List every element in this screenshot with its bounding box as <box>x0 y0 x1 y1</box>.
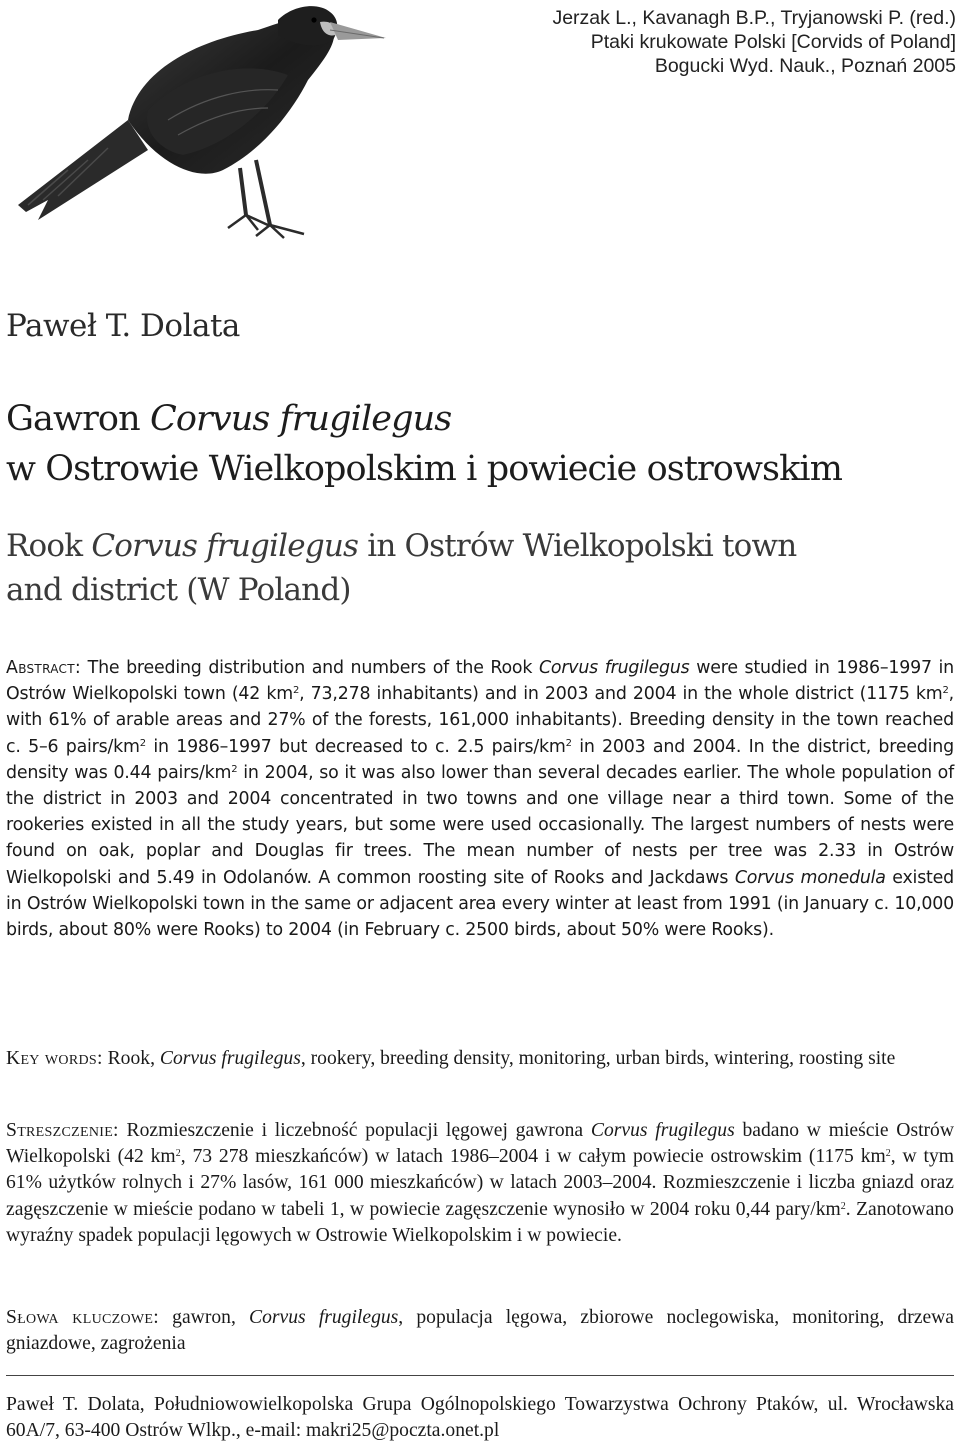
streszczenie-label: Streszczenie: <box>6 1120 119 1141</box>
slowa-kluczowe-text: , populacja lęgowa, zbiorowe noclegowiska, monitoring, drzewa gniazdowe, zagrożenia <box>6 1307 954 1355</box>
streszczenie-text: . Zanotowano wyraźny spadek populacji lęgowych w Ostrowie Wielkopolskim i w powiecie. <box>6 1198 954 1246</box>
streszczenie-text: badano w mieście Ostrów Wielkopolski (42 km <box>6 1120 954 1168</box>
slowa-kluczowe-text: gawron, <box>159 1307 250 1328</box>
abstract-label: Abstract: <box>6 658 81 678</box>
abstract-species: Corvus frugilegus <box>538 658 690 678</box>
title-polish-line-1 <box>6 394 842 444</box>
keywords-paragraph <box>6 1046 954 1072</box>
title-english <box>6 524 796 612</box>
title-english-species: Corvus frugilegus <box>91 528 359 564</box>
superscript: 2 <box>175 1148 181 1160</box>
abstract-text: in 1986–1997 but decreased to c. 2.5 pairs/km <box>145 736 566 757</box>
citation-line-3: Bogucki Wyd. Nauk., Poznań 2005 <box>654 55 956 77</box>
keywords-species: Corvus frugilegus <box>159 1048 301 1069</box>
streszczenie-text: , 73 278 mieszkańców) w latach 1986–2004 i w całym powiecie ostrowskim (1175 km <box>180 1146 886 1168</box>
superscript: 2 <box>565 737 572 749</box>
title-english-text-a: Rook <box>6 528 92 564</box>
superscript: 2 <box>885 1148 891 1160</box>
abstract-species: Corvus monedula <box>734 867 886 888</box>
author-affiliation: Paweł T. Dolata, Południowowielkopolska Grupa Ogólnopolskiego Towarzystwa Ochrony Ptaków, ul. Wrocławska 60A/7, 63-400 Ostrów Wlkp., e-mail: makri25@poczta.onet.pl <box>6 1394 954 1442</box>
streszczenie-paragraph <box>6 1118 954 1249</box>
author-name: Paweł T. Dolata <box>6 308 240 344</box>
footer-divider <box>6 1375 954 1376</box>
rook-illustration <box>8 0 388 250</box>
title-english-text-b: in Ostrów Wielkopolski town <box>358 528 797 564</box>
streszczenie-species: Corvus frugilegus <box>590 1120 735 1141</box>
keywords-text: Rook, <box>102 1048 160 1069</box>
streszczenie-text: Rozmieszczenie i liczebność populacji lęgowej gawrona <box>118 1120 591 1141</box>
superscript: 2 <box>231 763 238 775</box>
abstract-text: , with 61% of arable areas and 27% of the forests, 161,000 inhabitants). Breeding density in the town reached c. 5–6 pairs/km <box>6 684 954 757</box>
slowa-kluczowe-species: Corvus frugilegus <box>249 1307 399 1328</box>
abstract-text: existed in Ostrów Wielkopolski town in the same or adjacent area every winter at least from 1991 (in January c. 10,000 birds, about 80% were Rooks) to 2004 (in February c. 2500 birds, about 50% were Rooks). <box>6 867 955 941</box>
title-english-line-1 <box>6 524 796 568</box>
abstract-paragraph <box>6 655 954 943</box>
streszczenie-text: , w tym 61% użytków rolnych i 27% lasów, 161 000 mieszkańców) w latach 2003–2004. Rozmieszczenie i liczba gniazd oraz zagęszczenie w mieście podano w tabeli 1, w powiecie zagęszczenie wynosiło w 2004 roku 0,44 pary/km <box>6 1146 954 1220</box>
abstract-text: , 73,278 inhabitants) and in 2003 and 2004 in the whole district (1175 km <box>299 684 943 705</box>
keywords-text: , rookery, breeding density, monitoring, urban birds, wintering, roosting site <box>300 1048 896 1069</box>
title-polish <box>6 394 842 494</box>
citation-line-2: Ptaki krukowate Polski [Corvids of Poland] <box>590 31 956 53</box>
abstract-text: were studied in 1986–1997 in Ostrów Wielkopolski town (42 km <box>6 658 954 705</box>
superscript: 2 <box>840 1200 846 1212</box>
slowa-kluczowe-label: Słowa kluczowe: <box>6 1307 159 1328</box>
title-polish-species: Corvus frugilegus <box>149 399 452 439</box>
abstract-text: in 2004, so it was also lower than several decades earlier. The whole population of the district in 2003 and 2004 concentrated in two towns and one village near a third town. Some of the rookeries existed in all the study years, but some were used occasionally. The largest numbers of nests were found on oak, poplar and Douglas fir trees. The mean number of nests per tree was 2.33 in Ostrów Wielkopolski and 5.49 in Odolanów. A common roosting site of Rooks and Jackdaws <box>6 762 954 888</box>
keywords-label: Key words: <box>6 1048 103 1069</box>
citation-line-1: Jerzak L., Kavanagh B.P., Tryjanowski P. (red.) <box>552 7 956 29</box>
abstract-text: in 2003 and 2004. In the district, breeding density was 0.44 pairs/km <box>6 736 954 783</box>
title-english-line-2: and district (W Poland) <box>6 572 351 608</box>
superscript: 2 <box>942 685 949 697</box>
abstract-text: The breeding distribution and numbers of the Rook <box>80 658 539 678</box>
superscript: 2 <box>292 685 300 697</box>
superscript: 2 <box>139 737 146 749</box>
title-polish-text-a: Gawron <box>6 399 150 439</box>
slowa-kluczowe-paragraph <box>6 1305 954 1357</box>
title-polish-line-2: w Ostrowie Wielkopolskim i powiecie ostrowskim <box>6 449 842 489</box>
citation-block <box>552 6 956 78</box>
